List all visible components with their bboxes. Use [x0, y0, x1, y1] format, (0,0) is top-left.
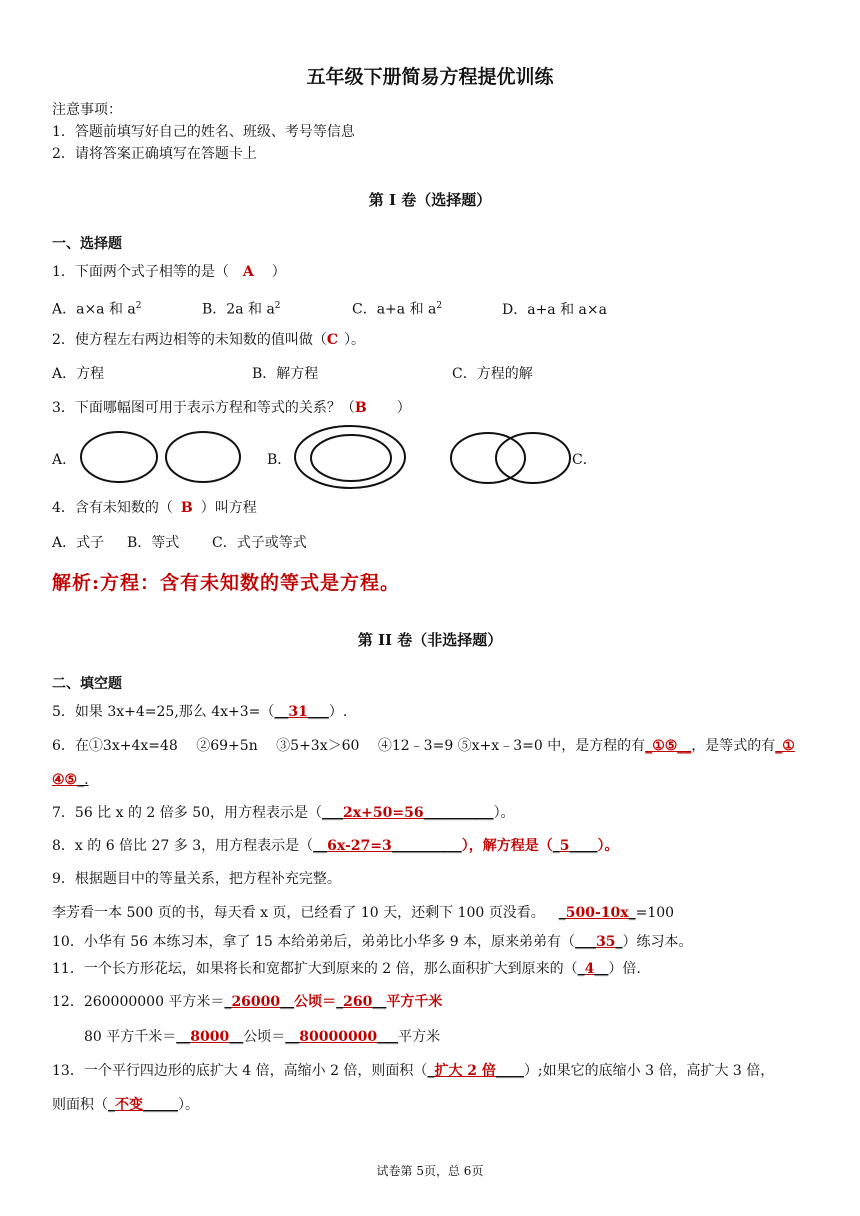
q4-option-a: A．式子	[52, 535, 105, 551]
q1-option-d: D．a+a 和 a×a	[502, 301, 607, 318]
diagram-c-left-ellipse	[451, 433, 525, 483]
question-3: 3．下面哪幅图可用于表示方程和等式的关系？（B ）	[52, 400, 411, 416]
q1-stem: 1．下面两个式子相等的是（	[52, 264, 229, 280]
section1-heading: 一、选择题	[52, 236, 122, 252]
q3-figure	[0, 420, 860, 500]
q4-answer: B	[180, 500, 193, 516]
analysis-note: 解析:方程：含有未知数的等式是方程。	[52, 572, 401, 594]
q1-answer: A	[242, 264, 254, 280]
page-footer: 试卷第 5页，总 6页	[376, 1164, 484, 1178]
q4-option-c: C．式子或等式	[212, 535, 307, 551]
q3-label-a: A．	[52, 452, 77, 468]
question-1	[52, 262, 286, 282]
question-6-cont: ④⑤_.	[52, 772, 89, 788]
question-12-part2: 80 平方千米＝__8000__公顷＝__80000000___平方米	[84, 1029, 441, 1045]
q8-answer-equation: 6x-27=3	[327, 838, 392, 854]
q5-answer: 31	[288, 704, 308, 720]
q12-answer-km2: 260	[343, 994, 373, 1010]
question-4: 4．含有未知数的（ B ）叫方程	[52, 500, 257, 516]
q1-option-c: C．a+a 和 $a^2$	[352, 301, 443, 318]
q3-diagrams	[0, 420, 860, 500]
q2-options	[52, 364, 533, 384]
q2-option-b: B．解方程	[252, 366, 319, 382]
question-13-cont: 则面积（_不变_____）。	[52, 1097, 199, 1113]
q13-answer-2: 不变	[115, 1097, 143, 1113]
q6-answer-equations: _①⑤__	[645, 738, 692, 754]
question-8: 8．x 的 6 倍比 27 多 3，用方程表示是（__6x-27=3__________），解方程是（_5____）。	[52, 838, 619, 854]
notice-item-1: 1．答题前填写好自己的姓名、班级、考号等信息	[52, 124, 355, 140]
diagram-c-right-ellipse	[496, 433, 570, 483]
question-5: 5．如果 3x+4=25,那么 4x+3=（__31___）.	[52, 704, 348, 720]
notice-heading: 注意事项：	[52, 102, 122, 118]
q7-answer: 2x+50=56	[343, 805, 424, 821]
q12-answer-hectare: 26000	[231, 994, 281, 1010]
q2-option-a: A．方程	[52, 366, 105, 382]
question-10: 10．小华有 56 本练习本，拿了 15 本给弟弟后，弟弟比小华多 9 本，原来弟弟有（___35_）练习本。	[52, 934, 693, 950]
diagram-a-left-ellipse	[81, 432, 157, 482]
diagram-b-inner-ellipse	[311, 435, 391, 481]
q11-answer: 4	[584, 961, 595, 977]
question-9-detail: 李芳看一本 500 页的书，每天看 x 页，已经看了 10 天，还剩下 100 页没看。 _500-10x_=100	[52, 905, 675, 921]
q8-answer-solution: 5	[559, 838, 570, 854]
q13-answer-1: 扩大 2 倍	[434, 1063, 496, 1079]
q3-label-b: B．	[267, 452, 292, 468]
question-2: 2．使方程左右两边相等的未知数的值叫做（C ）。	[52, 332, 366, 348]
question-6: 6．在①3x+4x=48 ②69+5n ③5+3x＞60 ④12﹣3=9 ⑤x+x﹣3=0 中，是方程的有_①⑤__，是等式的有_①	[52, 738, 795, 754]
q9-answer: 500-10x	[565, 905, 629, 921]
question-12: 12．260000000 平方米＝_26000__公顷＝_260__平方千米	[52, 994, 443, 1010]
q1-stem-end: ）	[271, 264, 286, 280]
page-title: 五年级下册简易方程提优训练	[306, 66, 554, 88]
q1-option-b: B．2a 和 $a^2$	[202, 301, 281, 318]
q1-option-a: A．a×a 和 $a^2$	[52, 301, 142, 318]
q3-answer: B	[354, 400, 367, 416]
q12b-answer-hectare: 8000	[190, 1029, 230, 1045]
question-13: 13．一个平行四边形的底扩大 4 倍，高缩小 2 倍，则面积（_扩大 2 倍____）;如果它的底缩小 3 倍，高扩大 3 倍，	[52, 1063, 775, 1079]
q12b-answer-m2: 80000000	[299, 1029, 378, 1045]
q4-options	[52, 533, 307, 553]
part1-title: 第 I 卷（选择题）	[368, 191, 492, 209]
part2-title: 第 II 卷（非选择题）	[357, 631, 503, 649]
section2-heading: 二、填空题	[52, 676, 122, 692]
question-11: 11．一个长方形花坛，如果将长和宽都扩大到原来的 2 倍，那么面积扩大到原来的（_4__）倍.	[52, 961, 641, 977]
q2-answer: C	[326, 332, 339, 348]
q1-options	[52, 296, 607, 320]
q6-answer-equalities: _①	[775, 738, 795, 754]
q4-option-b: B．等式	[127, 535, 180, 551]
question-7: 7．56 比 x 的 2 倍多 50，用方程表示是（___2x+50=56__________）。	[52, 805, 515, 821]
diagram-a-right-ellipse	[166, 432, 240, 482]
question-9: 9．根据题目中的等量关系，把方程补充完整。	[52, 871, 341, 887]
q2-option-c: C．方程的解	[452, 366, 533, 382]
q10-answer: 35	[596, 934, 616, 950]
q6-answer-equalities-cont: ④⑤	[52, 772, 78, 788]
notice-item-2: 2．请将答案正确填写在答题卡上	[52, 146, 257, 162]
q3-label-c: C．	[572, 452, 597, 468]
